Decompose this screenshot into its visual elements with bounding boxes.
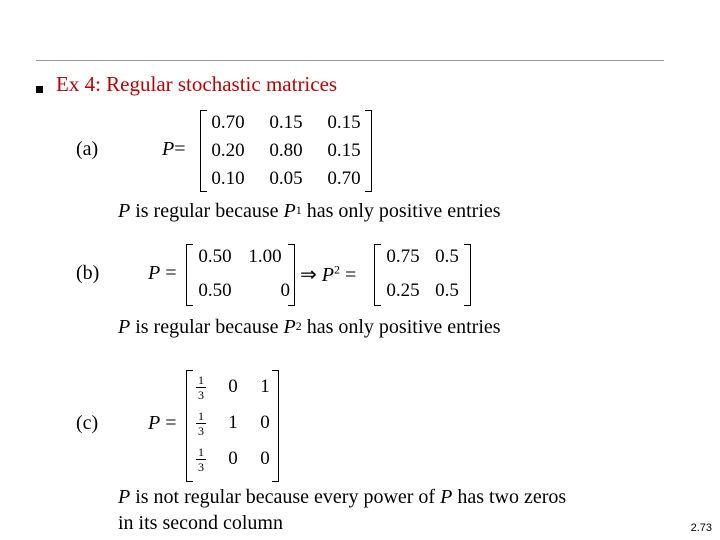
right-bracket bbox=[464, 244, 471, 306]
title-divider bbox=[36, 60, 664, 61]
implies-arrow: ⇒ bbox=[300, 264, 317, 286]
part-a-note bbox=[118, 198, 501, 224]
power-exponent: 2 bbox=[333, 262, 340, 277]
fraction-denominator: 3 bbox=[198, 388, 204, 402]
matrix-cell: 1 bbox=[228, 412, 238, 433]
note-text-end: has two zeros bbox=[452, 486, 567, 508]
matrix-cell: 0.15 bbox=[327, 140, 361, 161]
fraction-numerator: 1 bbox=[198, 373, 204, 387]
matrix-cell: 0.80 bbox=[269, 140, 303, 161]
matrix-cell: 0.15 bbox=[269, 112, 303, 133]
matrix-cell: 0.50 bbox=[198, 246, 232, 267]
matrix-cell: 0.5 bbox=[435, 280, 459, 301]
matrix-variable: P bbox=[148, 262, 161, 284]
part-c-note-line2: in its second column bbox=[118, 512, 283, 534]
note-variable: P bbox=[283, 200, 296, 222]
bullet-icon bbox=[36, 86, 43, 93]
part-c-label: (c) bbox=[76, 412, 99, 434]
matrix-cell: 0 bbox=[228, 376, 238, 397]
part-b-label: (b) bbox=[76, 262, 100, 284]
note-text-mid: is not regular because every power of bbox=[130, 486, 441, 508]
note-text: has only positive entries bbox=[301, 316, 501, 338]
note-variable: P bbox=[118, 316, 131, 338]
equals-sign: = bbox=[344, 264, 357, 286]
note-variable: P bbox=[118, 486, 131, 508]
fraction-one-third bbox=[194, 410, 208, 437]
matrix-cell: 0.15 bbox=[327, 112, 361, 133]
part-b-lhs bbox=[148, 262, 177, 285]
part-b-note bbox=[118, 314, 501, 340]
part-a-label: (a) bbox=[76, 138, 99, 160]
part-c-lhs bbox=[148, 412, 177, 435]
note-variable: P bbox=[118, 200, 131, 222]
note-variable: P bbox=[283, 316, 296, 338]
part-b-implies bbox=[300, 262, 356, 287]
matrix-cell: 0.05 bbox=[269, 168, 303, 189]
note-text-mid: is regular because bbox=[130, 316, 284, 338]
fraction-one-third bbox=[194, 374, 208, 401]
matrix-cell: 1.00 bbox=[248, 246, 282, 267]
matrix-cell: 0.10 bbox=[211, 168, 245, 189]
equals-sign: = bbox=[174, 138, 186, 160]
matrix-cell: 1 bbox=[260, 376, 270, 397]
matrix-variable: P bbox=[321, 264, 334, 286]
matrix-cell: 0.5 bbox=[435, 246, 459, 267]
matrix-cell: 0.75 bbox=[386, 246, 420, 267]
matrix-cell: 0 bbox=[260, 412, 270, 433]
equals-sign: = bbox=[165, 262, 177, 284]
note-variable: P bbox=[440, 486, 453, 508]
fraction-denominator: 3 bbox=[198, 424, 204, 438]
matrix-cell: 0 bbox=[260, 448, 270, 469]
matrix-cell: 0 bbox=[280, 280, 290, 301]
slide-number: 2.73 bbox=[690, 522, 712, 534]
note-exponent: 1 bbox=[295, 203, 302, 217]
note-text: has only positive entries bbox=[306, 200, 501, 222]
fraction-numerator: 1 bbox=[198, 445, 204, 459]
matrix-cell: 0.50 bbox=[198, 280, 232, 301]
matrix-cell: 0.70 bbox=[327, 168, 361, 189]
matrix-variable: P bbox=[148, 412, 161, 434]
matrix-cell: 0.25 bbox=[386, 280, 420, 301]
part-c-note-line1 bbox=[118, 484, 566, 510]
fraction-numerator: 1 bbox=[198, 409, 204, 423]
matrix-cell: 0.20 bbox=[211, 140, 245, 161]
note-text-mid: is regular because bbox=[130, 200, 284, 222]
left-bracket bbox=[186, 370, 193, 482]
fraction-denominator: 3 bbox=[198, 460, 204, 474]
matrix-cell: 0.70 bbox=[211, 112, 245, 133]
slide-heading: Ex 4: Regular stochastic matrices bbox=[56, 72, 338, 96]
matrix-cell: 0 bbox=[228, 448, 238, 469]
part-a-lhs bbox=[162, 138, 186, 161]
equals-sign: = bbox=[165, 412, 177, 434]
matrix-variable: P bbox=[162, 138, 175, 160]
fraction-one-third bbox=[194, 446, 208, 473]
note-exponent: 2 bbox=[295, 319, 302, 333]
